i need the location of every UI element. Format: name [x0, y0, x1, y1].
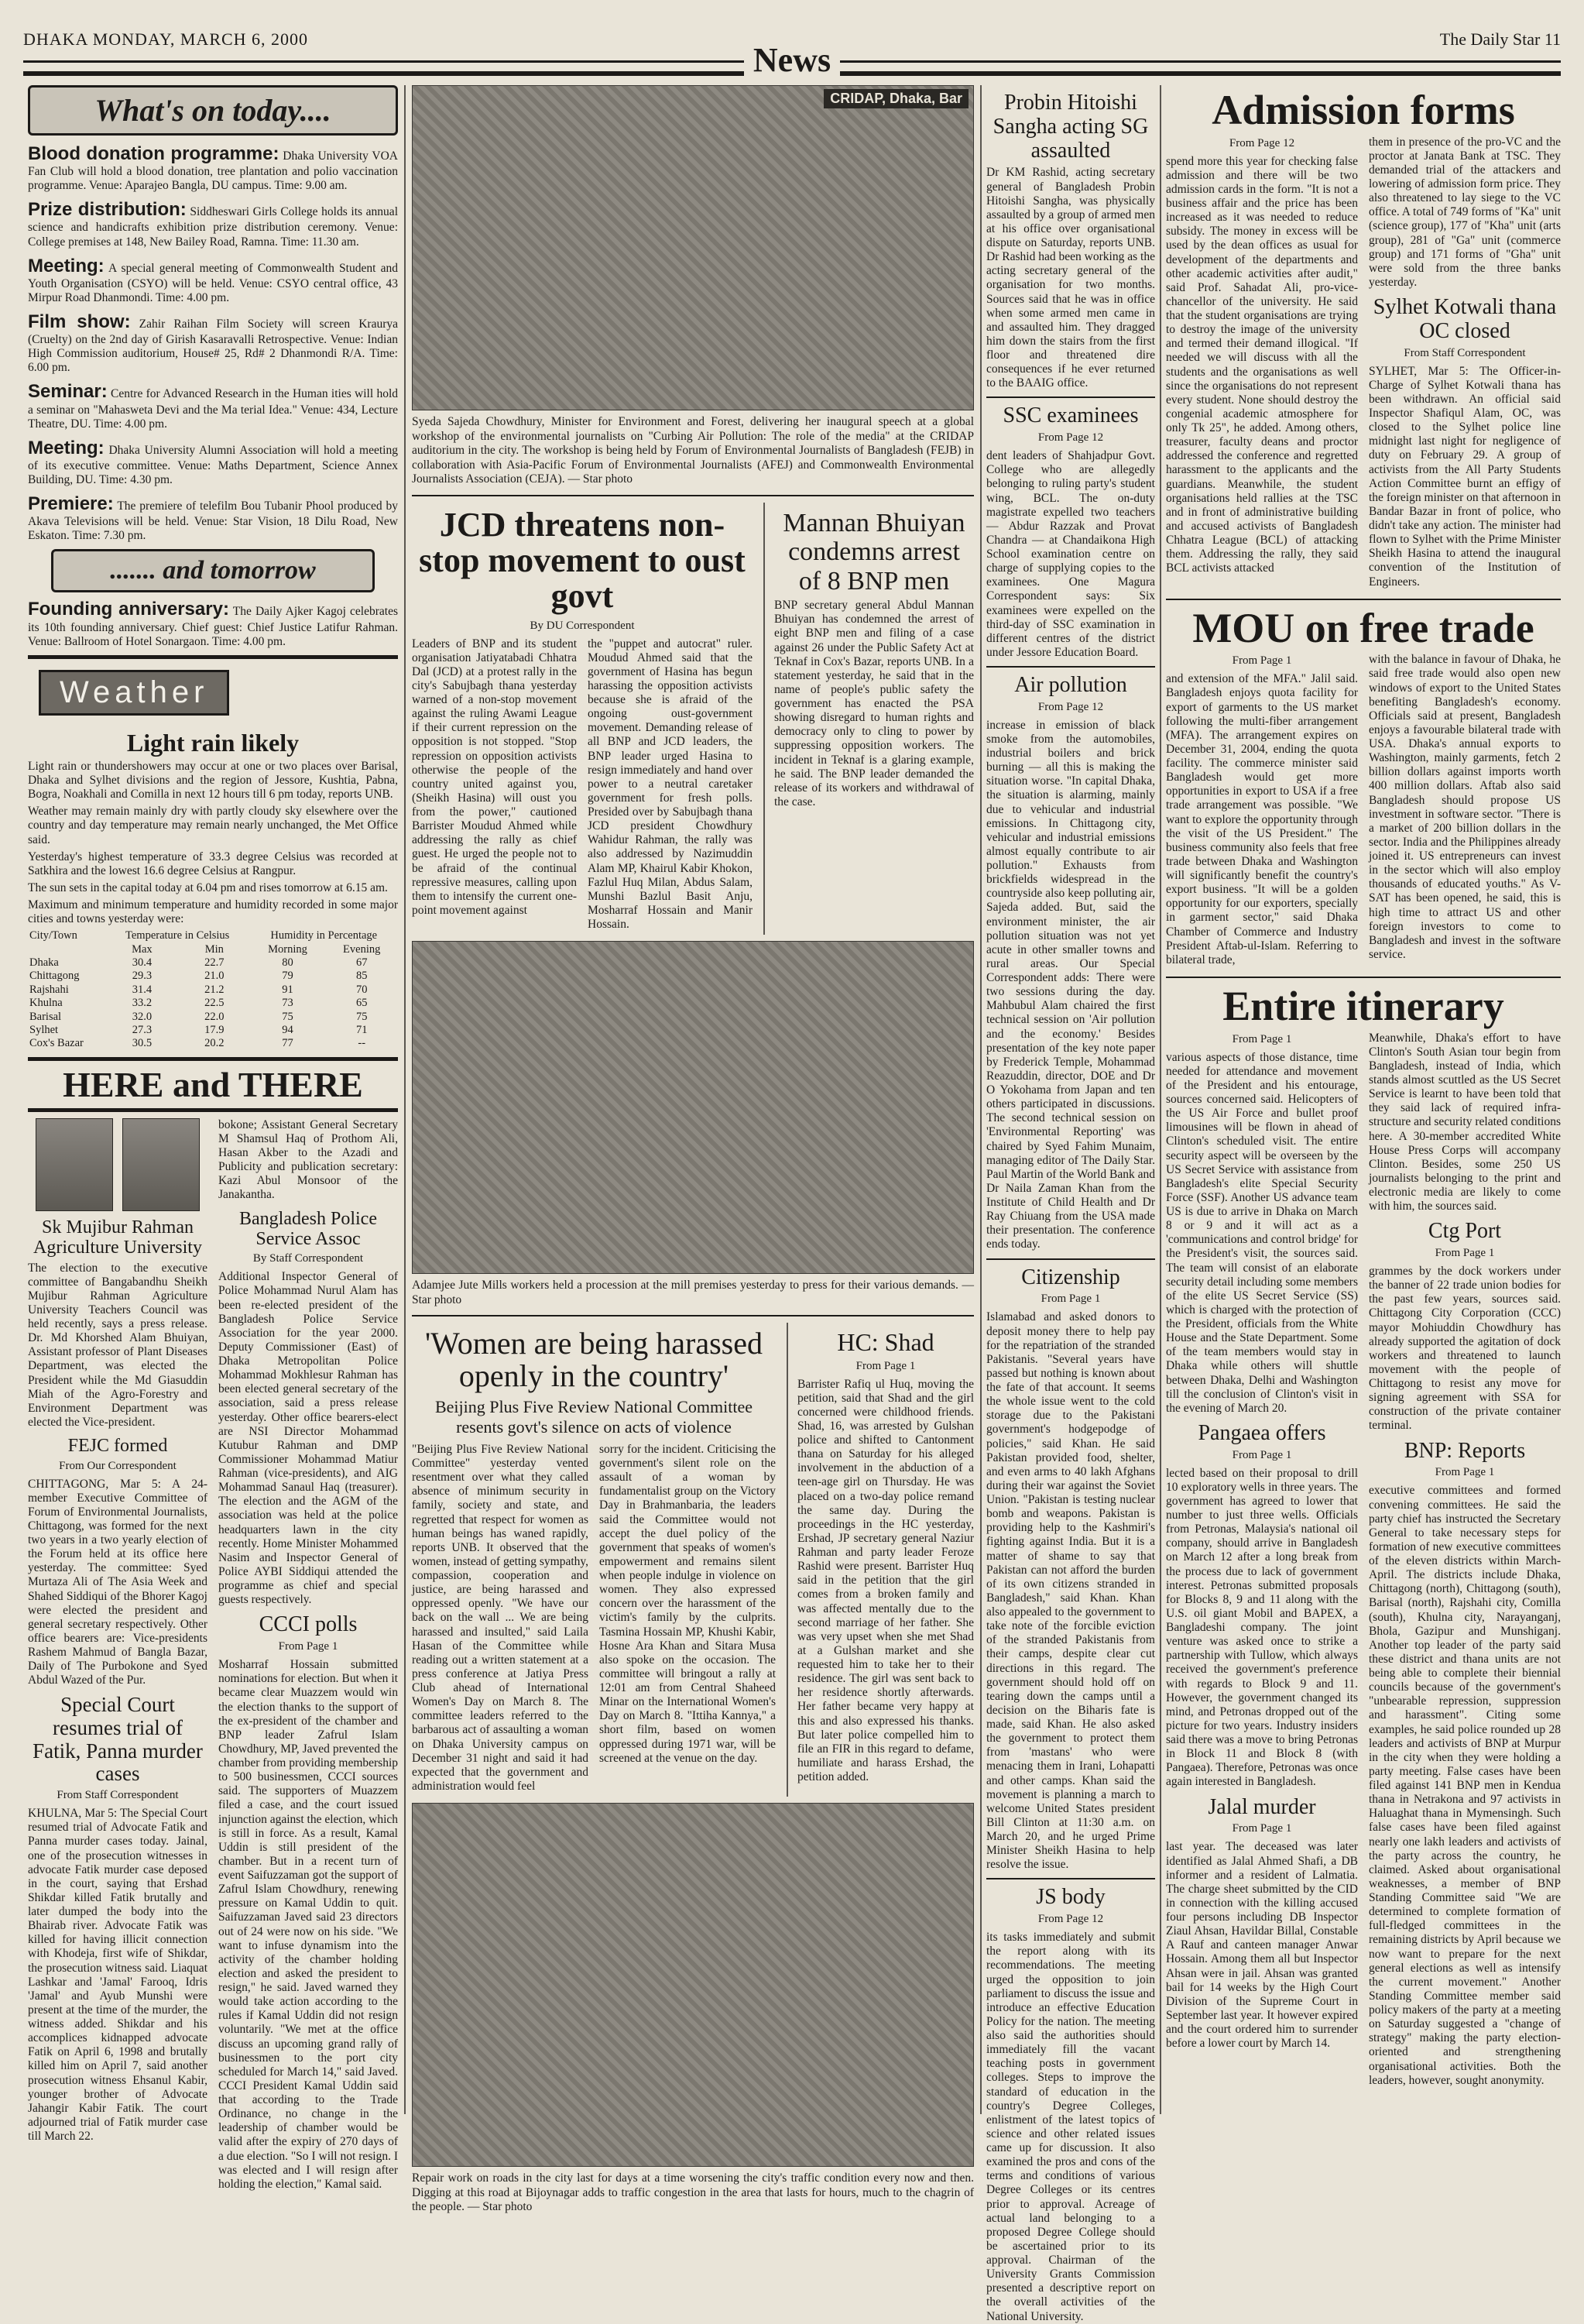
bnp-reports-from: From Page 1 [1435, 1466, 1495, 1479]
pangaea-headline: Pangaea offers [1198, 1420, 1326, 1445]
citizenship-text: Islamabad and asked donors to deposit money there to help pay for the repatriation of the stranded Pakistanis. "Several years have passed but nothing is known about the fate of that account. It seems the whole issue went to the cold storage due to the Pakistani government's hodgepodge of policies," said Khan. He said Pakistan provided food, shelter, and even arms to 40 lakh Afghans during their war against the Soviet Union. "Pakistan is testing nuclear bomb and weapons. Pakistan is providing help to the Kashmiri's fighting against India. But it is a matter of shame to say that Pakistan can not afford the burden of its own citizens stranded in Bangladesh," said Khan. Khan also appealed to the government to take note of the forcible eviction of the stranded Pakistanis from their camps, despite clear cut directions in this regard. The government should hold off on tearing down the camps until a decision on the Biharis fate is made, said Khan. He also asked the government to protect them from 'mastans' who were menacing them in Irani, Lohapatti and other camps. Khan said the movement is planning a march to welcome United States president Bill Clinton at 11:30 a.m. on March 20, and he urged Prime Minister Sheikh Hasina to help resolve the issue. [986, 1310, 1155, 1872]
mannan-text: BNP secretary general Abdul Mannan Bhuiyan has condemned the arrest of eight BNP men and filing of a case against 26 under the Public Safety Act at Teknaf in Cox's Bazar, reports UNB. In a statement yesterday, he said that in the name of people's public safety the government has enacted the PSA showing disregard to human rights and democracy only to cling to power by suppressing opposition workers. The incident in Teknaf is a glaring example, he said. The BNP leader demanded the release of its workers and withdrawal of the case. [774, 599, 974, 808]
ccci-text: Mosharraf Hossain submitted nominations for election. But when it became clear Muazzem would win the election thanks to the support of the ex-president of the chamber and BNP leader Zafrul Islam Chowdhury, MP, Javed prevented the chamber from providing membership to 500 businessmen, CCCI sources said. The supporters of Muazzem filed a case, and the court issued injunction against the election, which is still in force. As a result, Kamal Uddin is still president of the chamber. But in a recent turn of event Saifuzzaman got the support of Zafrul Islam Chowdhury, renewing pressure on Kamal Uddin to quit. Saifuzzaman Javed said 23 directors out of 24 were now on his side. "We want to infuse dynamism into the activity of the chamber holding election and asked the president to resign," he said. Javed warned they would take action according to the rules if Kamal Uddin did not resign voluntarily. "We met at the office discuss an upcoming grand rally of businessmen to the port city scheduled for March 14," said Javed. CCCI President Kamal Uddin said that according to the Trade Ordinance, no change in the leadership of chamber would be valid after the expiry of 270 days of a due election. "So I will not resign. I was elected and I will resign after holding the election," Kamal said. [218, 1658, 399, 2191]
jcd-article [412, 503, 753, 935]
itinerary-body [1166, 1032, 1561, 2091]
jcd-mannan-row [412, 503, 974, 935]
sylhet-text: SYLHET, Mar 5: The Officer-in-Charge of Sylhet Kotwali thana has been withdrawn. An official said Inspector Shafiqul Alam, OC, was closed to the Sylhet police line midnight last night for negligence of duty on February 29. A group of activists from the All Party Students Action Committee burnt an effigy of the foreign minister on that afternoon in Bandar Bazar in front of police, who didn't take any action. The minister had flown to Sylhet with the Prime Minister Sheikh Hasina to attend the inaugural convention of the Institution of Engineers. [1369, 364, 1561, 589]
jcd-text: the "puppet and autocrat" ruler. Moudud Ahmed said that the government of Hasina has begun harassing the opposition activists because she is afraid of the ongoing oust-government movement. Demanding release of all BNP and JCD leaders, the BNP leader urged Hasina to resign immediately and hand over power to a neutral caretaker government for fresh polls. Presided over by Sabujbagh thana JCD president Chowdhury Wahidur Rahman, the rally was also addressed by Nazimuddin Alam MP, Khairul Kabir Khokon, Fazlul Huq Milan, Abdus Salam, Munshi Bazlul Basit Anju, Mosharraf Hossain and Manir Hossain. [588, 637, 753, 932]
ctg-port-text: grammes by the dock workers under the banner of 22 trade union bodies for the past few years, sources said. Chittagong City Corporation (CCC) mayor Mohiuddin Chowdhury has already supported the agitation of dock workers and threatened to launch movement with the people of Chittagong to resist any move for signing agreement with SSA for construction of the private container terminal. [1369, 1265, 1561, 1433]
divider [412, 495, 974, 496]
divider [986, 666, 1155, 668]
ccci-headline: CCCI polls [259, 1612, 358, 1637]
events-list [28, 143, 398, 543]
divider [28, 655, 398, 659]
fejc-byline: From Our Correspondent [59, 1459, 177, 1472]
mou-headline: MOU on free trade [1192, 604, 1534, 651]
ssc-headline: SSC examinees [1003, 403, 1139, 428]
air-from: From Page 12 [1037, 700, 1104, 713]
fejc-text: CHITTAGONG, Mar 5: A 24-member Executive Committee of Forum of Environmental Journalists, Chittagong, was formed for the next two years in a two yearly election of the Forum held at its office here yesterday. The committee: Syed Murtaza Ali of The Asia Week and Shahed Siddiqui of the Bhorer Kagoj were elected the president and general secretary respectively. Other office bearers are: Vice-presidents Rashem Mahmud of Bangla Bazar, Daily of The Purbokone and Syed Abdul Wazed of the Pur. [28, 1477, 207, 1687]
here-col-b [218, 1118, 398, 2195]
column-left [28, 85, 399, 2191]
table-row: Barisal 32.0 22.0 75 75 [29, 1010, 368, 1023]
tomorrow-banner: ....... and tomorrow [51, 549, 375, 592]
women-text: "Beijing Plus Five Review National Committee" yesterday vented resentment over what they called absence of minimum security in family, society and state, and regretted that respect for women as human beings has waned rapidly, reports UNB. It observed that the women, instead of getting sympathy, compassion, cooperation and justice, are being harassed and oppressed openly. "We have our back on the wall ... We are being harassed and insulted," said Laila Hasan of the Committee while reading out a written statement at a press conference at Jatiya Press Club ahead of International Women's Day on March 8. The committee leaders referred to the barbarous act of assaulting a woman on Dhaka University campus on December 31 night and said it had expected that the government and administration would feel [412, 1442, 589, 1793]
air-headline: Air pollution [1014, 673, 1127, 698]
divider [1166, 977, 1561, 978]
mou-from: From Page 1 [1232, 654, 1292, 668]
masthead [23, 22, 1561, 79]
event-item: Prize distribution: Siddheswari Girls College holds its annual science and handicrafts exhibition prize distribution ceremony. Venue: College premises at 148, New Bailey Road, Ramna. Time: 11.30 am. [28, 199, 398, 249]
mou-text: with the balance in favour of Dhaka, he said free trade would also open new windows of export to the United States benefiting Bangladesh's economy. Officials said at present, Bangladesh enjoys a favourable bilateral trade with USA. Dhaka's annual exports to Washington, mainly garments, fetch 2 billion dollars against imports worth 400 million dollars. Aftab also said Bangladesh should propose US investment in software sector. "There is a market of 200 billion dollars in the sector. India and the Philippines already joined it. US entrepreneurs can invest in the sector which will also employ thousands of educated youths." As V-SAT has been opened, he said, this is high time to attract US and other foreign investors to come to Bangladesh and invest in the software service. [1369, 653, 1561, 961]
event-item: Meeting: A special general meeting of Commonwealth Student and Youth Organisation (CSYO) will be held. Venue: CSYO central office, 43 Mirpur Road Dhanmondi. Time: 4.00 pm. [28, 255, 398, 304]
police-assoc-text: Additional Inspector General of Police Mohammad Nurul Alam has been re-elected president of the Bangladesh Police Service Association for the year 2000. Deputy Commissioner (East) of Dhaka Metropolitan Police Mohammad Mokhlesur Rahman has been elected general secretary of the association, said a press release yesterday. Other office bearers-elect are NSI Director Mohammad Kutubur Rahman and DMP Commissioner Mohammad Matiur Rahman (vice-presidents), and AIG Mohammad Sanaul Haq (treasurer). The election and the AGM of the association was held at the police headquarters lawn in the city recently. Home Minister Mohammed Nasim and Inspector General of Police AYBI Siddiqui attended the programme as chief and special guests respectively. [218, 1270, 398, 1607]
here-and-there-title: HERE and THERE [28, 1057, 398, 1112]
jcd-headline: JCD threatens non-stop movement to oust govt [419, 505, 746, 616]
table-row: Sylhet 27.3 17.9 94 71 [29, 1024, 368, 1037]
special-court-headline: Special Court resumes trial of Fatik, Panna murder cases [33, 1693, 203, 1786]
fejc-continued: bokone; Assistant General Secretary M Shamsul Haq of Prothom Ali, Hasan Akber to the Azadi and Publicity and publication secretary: Kazi Abul Monsoor of the Janakantha. [218, 1117, 398, 1202]
mou-text: and extension of the MFA." Jalil said. Bangladesh enjoys quota facility for export of garments to the US market following the multi-fiber arrangement (MFA). The arrangement expires on December 31, 2004, ending the quota facility. The commerce minister said Bangladesh would get more opportunities in export to USA if a free trade arrangement was possible. "We want to explore the opportunity through the visit of the US President." The business community also feels that free trade between Dhaka and Washington will significantly benefit the country's export business. "It will be a golden opportunity for our exporters, specially in garment sector," said Dhaka Chamber of Commerce and Industry President Aftab-ul-Islam. Referring to bilateral trade, [1166, 672, 1358, 966]
column-rule [980, 85, 982, 2114]
women-text: sorry for the incident. Criticising the government's silent role on the assault of a woman by fundamentalist group on the Victory Day in Brahmanbaria, the leaders said the Committee would not accept the duel policy of the government that speaks of women's empowerment and remains silent when people indulge in violence on women. They also expressed concern over the harassment of the victim's family by the culprits. Tasmina Hossain MP, Khushi Kabir, Hosne Ara Khan and Sitara Musa also spoke on the occasion. The committee will bringout a rally at 12:01 am from Central Shaheed Minar on the International Women's Day on March 8. "Ittiha Kannya," a short film, based on women oppressed during 1971 war, will be screened at the venue on the day. [599, 1442, 776, 1765]
women-hc-row [412, 1323, 974, 1797]
table-row: Khulna 33.2 22.5 73 65 [29, 997, 368, 1010]
event-item: Premiere: The premiere of telefilm Bou Tubanir Phool produced by Akava Televisions will be held. Venue: Star Vision, 18 Dilu Road, New Eskaton. Time: 7.30 pm. [28, 493, 398, 543]
column-rule [404, 85, 406, 2114]
weather-para: Light rain or thundershowers may occur at one or two places over Barisal, Dhaka and Sylhet divisions and the region of Jessore, Kushtia, Pabna, Bogra, Noakhali and Comilla in next 12 hours till 6 pm today, reports UNB. [28, 759, 398, 802]
divider [986, 1878, 1155, 1879]
ccci-from: From Page 1 [278, 1640, 338, 1653]
police-assoc-byline: By Staff Correspondent [252, 1252, 364, 1265]
police-assoc-headline: Bangladesh Police Service Assoc [239, 1208, 377, 1249]
table-row: Cox's Bazar 30.5 20.2 77 -- [29, 1037, 366, 1050]
divider [1166, 599, 1561, 600]
women-body [412, 1443, 776, 1797]
event-item: Film show: Zahir Raihan Film Society will screen Kraurya (Cruelty) on the 2nd day of Girish Kasaravalli Retrospective. Venue: Indian High Commission auditorium, House# 25, Rd# 2 Dhanmondi R/A. Time: 6.00 pm. [28, 311, 398, 375]
itinerary-from: From Page 1 [1232, 1032, 1292, 1045]
jalal-headline: Jalal murder [1208, 1794, 1316, 1819]
sylhet-byline: From Staff Correspondent [1404, 346, 1526, 359]
photo-procession [412, 941, 974, 1274]
table-subheader: Max Min Morning Evening [132, 942, 381, 956]
column-center [412, 85, 975, 2214]
sk-headline: Sk Mujibur Rahman Agriculture University [33, 1217, 202, 1258]
pangaea-text: lected based on their proposal to drill 10 exploratory wells in three years. The government has agreed to lower that number to just three wells. Officials from Petronas, Malaysia's national oil company, should arrive in Bangladesh on March 12 after a long break from the process due to lack of government interest. Petronas submitted proposals for Blocks 8, 9 and 11 along with the U.S. oil giant Mobil and BAPEX, a Bangladeshi company. The joint venture was asked once to strike a partnership with Tullow, which always received the government's preference with regards to Block 9 and 11. However, the government changed its mind, and Petronas dropped out of the picture for two years. Industry insiders said there was a move to bring Petronas in Block 11 and Block 8 (with Pangaea). Therefore, Petronas was once again interested in Bangladesh. [1166, 1466, 1358, 1789]
mannan-headline: Mannan Bhuiyan condemns arrest of 8 BNP men [783, 508, 965, 596]
event-item: Seminar: Centre for Advanced Research in the Human ities will hold a seminar on "Mahasweta Devi and the Ma terial Idea." Venue: 434, Lecture Theatre, DU. Time: 4.00 pm. [28, 381, 399, 431]
citizenship-headline: Citizenship [1021, 1265, 1120, 1289]
jcd-text: Leaders of BNP and its student organisation Jatiyatabadi Chhatra Dal (JCD) at a protest rally in the city's Sabujbagh thana yesterday warned of a non-stop movement against the ruling Awami League if their current repression on the opposition is not stopped. "Stop repression on opposition activists otherwise the people of the country united against you, (Sheikh Hasina) will oust you from the power," cautioned Barrister Moudud Ahmed while addressing the rally as chief guest. He urged the people not to be afraid of the continual repressive measures, calling upon them to intensify the current one-point movement against [412, 637, 577, 917]
photo-caption: Repair work on roads in the city last for days at a time worsening the city's traffic condition every now and then. Digging at this road at Bijoynagar adds to traffic congestion in the area that lasts for hours, much to the chagrin of the people. — Star photo [412, 2171, 974, 2214]
divider [412, 1315, 974, 1316]
whats-on-banner: What's on today.... [28, 85, 398, 136]
ssc-text: dent leaders of Shahjadpur Govt. College who are allegedly belonging to ruling party's student wing, BCL. The on-duty magistrate expelled two teachers — Abdur Razzak and Provat Chandra — at Chandaikona High School examination centre on charge of supplying copies to the examinees. One Magura Correspondent says: Six examinees were expelled on the third-day of SSC examination in different centres of the district under Jessore Education Board. [986, 449, 1155, 659]
photo-sign: CRIDAP, Dhaka, Bar [824, 89, 969, 108]
ssc-from: From Page 12 [1037, 431, 1104, 445]
women-headline: 'Women are being harassed openly in the country' [424, 1326, 763, 1394]
js-body-text: its tasks immediately and submit the report along with its recommendations. The meeting urged the opposition to join parliament to discuss the issue and introduce an effective Education Policy for the nation. The meeting also said the authorities should immediately fill the vacant teaching posts in government colleges. Steps to improve the standard of education in the country's Degree Colleges, enlistment of the latest topics of science and other related issues came up for discussion. It also examined the pros and cons of the terms and conditions of various Degree Colleges or its centres prior to approval. Acreage of actual land belonging to a proposed Degree College should be ascertained prior to its approval. Chairman of the University Grants Commission presented a descriptive report on the overall activities of the National University. [986, 1931, 1155, 2323]
hc-headline: HC: Shad [837, 1328, 934, 1357]
headshots [28, 1118, 207, 1211]
photo-road-repair [412, 1803, 974, 2167]
headshot-photo [36, 1118, 113, 1211]
weather-para: The sun sets in the capital today at 6.04 pm and rises tomorrow at 6.15 am. [28, 881, 388, 894]
weather-banner: Weather [39, 670, 229, 716]
divider [986, 1258, 1155, 1260]
citizenship-from: From Page 1 [1041, 1292, 1101, 1306]
women-article [412, 1323, 776, 1797]
weather-para: Yesterday's highest temperature of 33.3 degree Celsius was recorded at Satkhira and the lowest 16.6 degree Celsius at Rangpur. [28, 850, 398, 877]
bnp-reports-text: executive committees and formed convening committees. He said the party chief has instructed the Secretary General to take necessary steps for formation of new executive committees of the eleven districts within March-April. The districts include Dhaka, Chittagong (north), Chittagong (south), Barisal (north), Rajshahi city, Comilla (south), Khulna city, Narayanganj, Bhola, Gazipur and Munshiganj. Another top leader of the party said these district and thana units are not being able to complete their biennial councils because of the government's "unbearable repression, suppression and harassment". Citing some examples, he said police rounded up 28 leaders and activists of BNP at Murpur in the city when they were holding a party meeting. False cases have been filed against 141 BNP men in Kendua thana in Netrakona and 97 activists in Haluaghat thana in Mymensingh. Such false cases have been filed against nearly one lakh leaders and activists of the party across the country, he claimed. Asked about organisational weaknesses, a member of BNP Standing Committee said "We are determined to complete formation of full-fledged committees in the remaining districts by April because we now want to prepare for the next general elections as well as intensify the current movement." Another Standing Committee member said policy makers of the party at a meeting on Saturday suggested a "change of strategy" making the party election-oriented and strengthening organisational activities. Both the leaders, however, sought anonymity. [1369, 1484, 1561, 2087]
itinerary-headline: Entire itinerary [1222, 982, 1504, 1029]
column-narrow [986, 85, 1156, 2323]
jcd-byline: By DU Correspondent [530, 619, 635, 632]
fejc-headline: FEJC formed [67, 1436, 168, 1457]
hc-from: From Page 1 [855, 1359, 916, 1372]
hc-text: Barrister Rafiq ul Huq, moving the petition, said that Shad and the girl concerned were childhood friends. Shad, 16, was arrested by Gulshan police and shifted to Cantonment thana on Saturday for his alleged involvement in the abduction of a teen-age girl on Thursday. He was placed on a two-day police remand the same day. During the proceedings in the HC yesterday, Ershad, JP secretary general Naziur Rahman and party leader Feroze Rashid were present. Barrister Huq said in the petition that the girl comes from a broken family and was affected mentally due to the second marriage of her father. She was very upset when she met Shad at a Gulshan market and she requested him to take her to their residence. The girl was sent back to her residence shortly afterwards. Her father became very happy at this and also expressed his thanks. But later police compelled him to file an FIR in this regard to defame, humiliate and harass Ershad, the petition added. [797, 1377, 974, 1784]
sk-text: The election to the executive committee of Bangabandhu Sheikh Mujibur Rahman Agriculture University Teachers Council was held recently, says a press release. Dr. Md Khorshed Alam Bhuiyan, Assistant professor of Plant Diseases Department, was elected the President while the Md Giasuddin Miah of the Agro-Forestry and Environment Department was elected the Vice-president. [28, 1261, 207, 1429]
table-row: Chittagong 29.3 21.0 79 85 [29, 970, 368, 983]
divider [986, 396, 1155, 398]
ctg-port-from: From Page 1 [1435, 1247, 1495, 1260]
column-right [1166, 85, 1561, 2114]
special-court-byline: From Staff Correspondent [57, 1789, 179, 1802]
itinerary-text: Meanwhile, Dhaka's effort to have Clinton's South Asian tour begin from Bangladesh, instead of India, which stands almost scuttled as the US Secret Service is learnt to have been told that they said lack of required infra-structure and security related conditions here. A 30-member accredited White House Press Corps will accompany Clinton. Besides, some 250 US journalists belonging to the print and electronic media are likely to come with him, the sources said. [1369, 1031, 1561, 1213]
air-text: increase in emission of black smoke from the automobiles, industrial boilers and brick burning — all this is making the situation worse. "In capital Dhaka, the situation is alarming, mainly due to vehicular and industrial emissions. In Chittagong city, vehicular and industrial emissions almost equally contribute to air pollution." Exhausts from brickfields widespread in the countryside also keep polluting air, Sajeda added. But, said the environment minister, the air pollution situation was not yet acute in other smaller towns and rural areas. Our Special Correspondent adds: There were two sessions during the day. Mahbubul Alam chaired the first technical session on 'Air pollution and the economy.' Besides presentation of the key note paper by Frederick Temple, Mohammad Reazuddin, director, DOE and Dr O Yokohama from Japan and ten others participated in discussions. The second technical session on 'Environmental Reporting' was chaired by Syed Fahim Munaim, managing editor of The Daily Star. Paul Martin of the World Bank and Dr Naila Zaman Khan from the Institute of Child Health and Dr Ray Chiuang from the USA made their presentation. The conference ends today. [986, 718, 1156, 1251]
js-body-from: From Page 12 [1037, 1913, 1104, 1926]
section-title: News [23, 40, 1561, 80]
event-item: Blood donation programme: Dhaka University VOA Fan Club will hold a blood donation, tree plantation and polio vaccination programme. Venue: Aparajeo Bangla, DU campus. Time: 9.00 am. [28, 143, 398, 193]
here-col-a [28, 1118, 207, 2195]
admission-text: them in presence of the pro-VC and the proctor at Janata Bank at TSC. They demanded trial of the attackers and lowering of admission form price. They also threatened to lay siege to the VC office. A total of 749 forms of "Ka" unit (science group), 177 of "Kha" unit (arts group), 281 of "Ga" unit (commerce group) and 171 forms of "Gha" unit were sold from the three banks yesterday. [1369, 135, 1561, 289]
jcd-body [412, 637, 753, 935]
itinerary-text: various aspects of those distance, time needed for attendance and movement of the President and his entourage, sources concerned said. Helicopters of the US Air Force and bullet proof limousines will be flown in ahead of Clinton's scheduled visit. The entire security aspect will be overseen by the US Secret Service with assistance from Bangladesh's elite Special Security Force (SSF). Another US advance team US is due to arrive in Dhaka on March 8 or 9 and it will act as a 'communications and control bridge' for the President's visit, the sources said. The team will consist of an elaborate security detail including some members of the elite US Secret Service (SS) which is charged with the protection of the President, officials from the White House and the State Department. Some of the team members would stay in Dhaka while others will shuttle between Dhaka, Delhi and Washington till the conclusion of Clinton's visit in the evening of March 20. [1166, 1050, 1358, 1415]
weather-para: Maximum and minimum temperature and humidity recorded in some major cities and towns yesterday were: [28, 898, 398, 926]
paper-name: The Daily Star 11 [1439, 29, 1561, 49]
photo-workshop [412, 85, 974, 410]
weather-para: Weather may remain mainly dry with partly cloudy sky elsewhere over the country and day temperature may remain nearly unchanged, the Met Office said. [28, 805, 398, 846]
jalal-from: From Page 1 [1232, 1822, 1292, 1835]
probin-text: Dr KM Rashid, acting secretary general of Bangladesh Probin Hitoishi Sangha, was physically assaulted by a group of armed men at his office over organisational dispute on Saturday, reports UNB. Dr Rashid had been working as the acting secretary general of the organisation for two months. Sources said that he was in office when some armed men came in and assaulted him. They dragged him down the stairs from the first floor and threatened dire consequences if he ever returned to the BAAIG office. [986, 166, 1155, 390]
special-court-text: KHULNA, Mar 5: The Special Court resumed trial of Advocate Fatik and Panna murder cases today. Jainal, one of the prosecution witnesses in advocate Fatik murder case deposed in the court, saying that Ershad Shikdar killed Fatik brutally and later dumped the body into the Bhairab river. Advocate Fatik was killed for having illicit connection with Khodeja, first wife of Shikdar, the prosecution witness said. Liaquat Lashkar and 'Jamal' Farooq, Idris 'Jamal' and Ayub Munshi were present at the time of the murder, the witness added. Shikdar and his accomplices kidnapped advocate Fatik on April 6, 1998 and brutally killed him on April 7, said another prosecution witness Ehsanul Kabir, younger brother of Advocate Jahangir Kabir Fatik. The court adjourned trial of Fatik murder case till March 22. [28, 1807, 207, 2143]
women-subhead: Beijing Plus Five Review National Committee resents govt's silence on acts of violence [434, 1397, 753, 1437]
headshot-photo [122, 1118, 200, 1211]
photo-caption: Syeda Sajeda Chowdhury, Minister for Environment and Forest, delivering her inaugural speech at a global workshop of the environmental journalists on "Curbing Air Pollution: The role of the media" at the CRIDAP auditorium in the city. The workshop is being held by Forum of Environmental Journalists of Bangladesh (FEJB) in collaboration with Asia-Pacific Forum of Environmental Journalists (AFEJ) and Commonwealth Environmental Journalists Association (CEJA). — Star photo [412, 415, 974, 486]
table-header: City/Town Temperature in Celsius Humidity in Percentage [29, 929, 378, 942]
dateline: DHAKA MONDAY, MARCH 6, 2000 [23, 29, 309, 49]
sylhet-headline: Sylhet Kotwali thana OC closed [1373, 295, 1557, 343]
admission-from: From Page 12 [1229, 136, 1295, 149]
weather-headline: Light rain likely [126, 728, 300, 757]
admission-text: spend more this year for checking false admission and there will be two admission cards in the form. "It is not a business affair and the price has been increased as it was needed to reduce subsidy. The money in excess will be used by the dean offices as usual for development of the departments and other academic activities after audit," said Prof. Sahadat Ali, pro-vice-chancellor of the university. He said that the student organisations are trying to destroy the image of the university and termed their demand illogical. "If needed we will discuss with all the students and the organisations as well since the organisations do not represent every student. None should destroy the congenial academic atmosphere for only Tk 25", he added. Among others, treasurer, faculty deans and proctor addressed the conference and regretted harassment to the applicants and the guardians. Meanwhile, the student organisations held rallies at the TSC and in front of administrative building and accused activists of Bangladesh Chhatra League (BCL) of attacking them. Addressing the rally, they said BCL activists attacked [1166, 154, 1358, 575]
probin-headline: Probin Hitoishi Sangha acting SG assaulted [993, 91, 1149, 163]
hc-article [787, 1323, 974, 1797]
admission-body [1166, 136, 1561, 592]
mannan-article [763, 503, 974, 935]
admission-headline: Admission forms [1212, 87, 1515, 133]
js-body-headline: JS body [1036, 1885, 1106, 1910]
here-and-there-body [28, 1118, 398, 2195]
table-row: Rajshahi 31.4 21.2 91 70 [29, 983, 368, 996]
event-item: Founding anniversary: The Daily Ajker Kagoj celebrates its 10th founding anniversary. Chief guest: Chief Justice Latifur Rahman. Venue: Ballroom of Hotel Sonargaon. Time: 4.00 pm. [28, 599, 398, 648]
mou-body [1166, 653, 1561, 970]
pangaea-from: From Page 1 [1232, 1448, 1292, 1461]
column-rule [1160, 85, 1161, 2114]
bnp-reports-headline: BNP: Reports [1404, 1438, 1526, 1463]
table-row: Dhaka 30.4 22.7 80 67 [29, 956, 368, 970]
photo-caption: Adamjee Jute Mills workers held a procession at the mill premises yesterday to press for their various demands. — Star photo [412, 1279, 975, 1306]
jalal-text: last year. The deceased was later identified as Jalal Ahmed Shafi, a DB informer and a resident of Lalmatia. The charge sheet submitted by the CID in connection with the killing accused four persons including DB Inspector Ziaul Ahsan, Havildar Billal, Constable A Rauf and canteen manager Anwar Hossain. Among them all but Inspector Ahsan were in jail. Ahsan was granted bail for 14 weeks by the High Court Division of the Supreme Court in September last year. It however expired and the court ordered him to surrender before a lower court by March 14. [1166, 1840, 1358, 2051]
event-item: Meeting: Dhaka University Alumni Association will hold a meeting of its executive committee. Venue: Maths Department, Science Annex Building, DU. Time: 4.30 pm. [28, 437, 398, 486]
weather-table [28, 929, 398, 1051]
ctg-port-headline: Ctg Port [1428, 1219, 1502, 1244]
